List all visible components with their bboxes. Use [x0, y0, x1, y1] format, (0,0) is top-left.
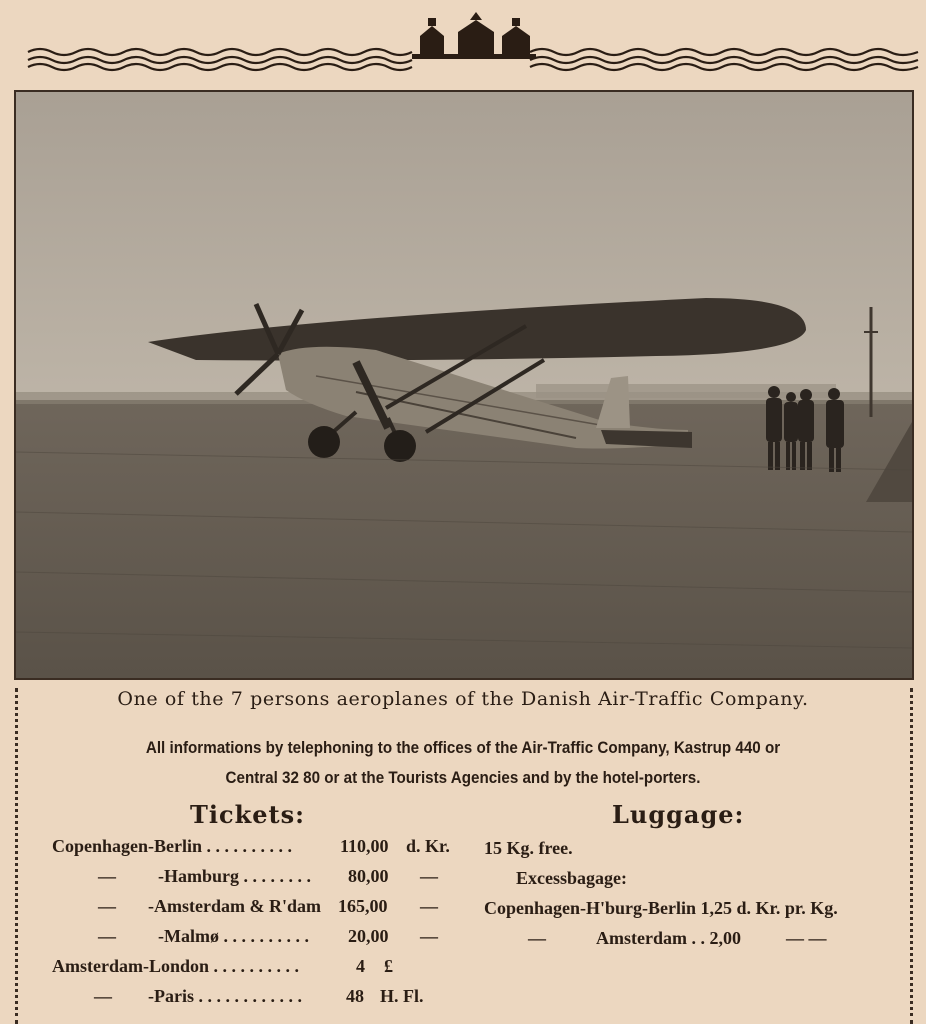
ticket-dash: —	[98, 866, 116, 886]
luggage-heading: Luggage:	[612, 800, 745, 829]
ticket-price: 165,00	[338, 896, 388, 916]
ticket-route: -Paris . . . . . . . . . . . .	[148, 986, 302, 1006]
ticket-price: 20,00	[348, 926, 389, 946]
ticket-price: 110,00	[340, 836, 389, 856]
luggage-free: 15 Kg. free.	[484, 838, 573, 858]
luggage-excess-label: Excessbagage:	[516, 868, 627, 888]
luggage-excess-amsterdam: Amsterdam . . 2,00	[596, 928, 741, 948]
luggage-excess-dash: —	[528, 928, 546, 948]
top-ornament	[0, 0, 926, 80]
ticket-price: 4	[356, 956, 365, 976]
ticket-unit: —	[420, 866, 438, 886]
ticket-route: -Hamburg . . . . . . . .	[158, 866, 311, 886]
ticket-price: 80,00	[348, 866, 389, 886]
ticket-unit: —	[420, 926, 438, 946]
ticket-route: -Amsterdam & R'dam	[148, 896, 321, 916]
ticket-price: 48	[346, 986, 364, 1006]
ticket-route: Amsterdam-London . . . . . . . . . .	[52, 956, 300, 976]
contact-info-line-2: Central 32 80 or at the Tourists Agencies and by the hotel-porters.	[225, 769, 701, 787]
contact-info-line-1: All informations by telephoning to the offices of the Air-Traffic Company, Kastrup 440 or	[145, 739, 781, 757]
aeroplane-photo	[14, 90, 914, 680]
ticket-unit: —	[420, 896, 438, 916]
right-dotted-border	[910, 688, 913, 1024]
left-dotted-border	[15, 688, 18, 1024]
luggage-excess-tail: — —	[786, 928, 827, 948]
ticket-dash: —	[98, 926, 116, 946]
ticket-dash: —	[98, 896, 116, 916]
luggage-excess-berlin: Copenhagen-H'burg-Berlin 1,25 d. Kr. pr. Kg.	[484, 898, 838, 918]
tickets-heading: Tickets:	[190, 800, 305, 829]
contact-info	[74, 733, 852, 793]
ticket-unit: H. Fl.	[380, 986, 424, 1006]
ticket-route: -Malmø . . . . . . . . . .	[158, 926, 309, 946]
ticket-dash: —	[94, 986, 112, 1006]
ticket-unit: d. Kr.	[406, 836, 450, 856]
ticket-unit: £	[384, 956, 393, 976]
ticket-route: Copenhagen-Berlin . . . . . . . . . .	[52, 836, 293, 856]
photo-caption: One of the 7 persons aeroplanes of the Danish Air-Traffic Company.	[117, 688, 809, 710]
